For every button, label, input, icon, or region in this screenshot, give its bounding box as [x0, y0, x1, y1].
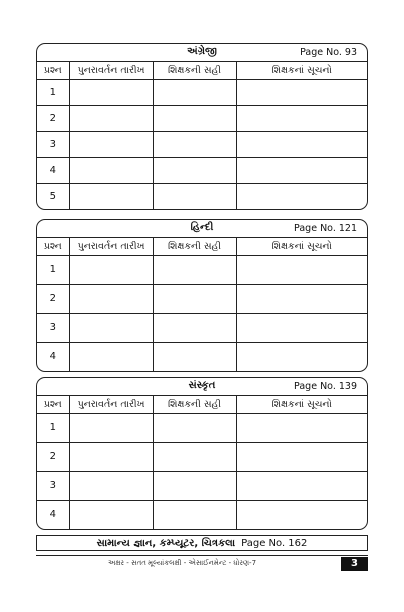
sign-cell[interactable]: [153, 183, 236, 209]
table-header-row: [37, 62, 367, 79]
date-cell[interactable]: [69, 131, 153, 157]
section-sanskrit: [36, 377, 368, 530]
col-teacher-sign: શિક્ષકની સહી: [153, 238, 236, 255]
remarks-cell[interactable]: [236, 157, 367, 183]
page-reference: Page No. 139: [294, 381, 357, 392]
remarks-cell[interactable]: [236, 413, 367, 442]
section-english: [36, 43, 368, 210]
table-row: [37, 131, 367, 157]
table-row: [37, 313, 367, 342]
remarks-cell[interactable]: [236, 442, 367, 471]
section-hindi: [36, 219, 368, 372]
col-teacher-sign: શિક્ષકની સહી: [153, 396, 236, 413]
table-row: [37, 255, 367, 284]
remarks-cell[interactable]: [236, 500, 367, 529]
question-number: 4: [37, 342, 69, 371]
col-question: પ્રશ્ન: [37, 238, 69, 255]
subject-title: સંસ્કૃત: [188, 380, 216, 391]
question-number: 1: [37, 413, 69, 442]
remarks-cell[interactable]: [236, 131, 367, 157]
date-cell[interactable]: [69, 313, 153, 342]
table-row: [37, 284, 367, 313]
date-cell[interactable]: [69, 157, 153, 183]
date-cell[interactable]: [69, 105, 153, 131]
table-row: [37, 442, 367, 471]
page-reference: Page No. 121: [294, 223, 357, 234]
table-header-row: [37, 396, 367, 413]
date-cell[interactable]: [69, 183, 153, 209]
section-header: [37, 378, 367, 396]
date-cell[interactable]: [69, 500, 153, 529]
table-row: [37, 157, 367, 183]
other-subjects-title: સામાન્ય જ્ઞાન, કમ્પ્યૂટર, ચિત્રકલા: [96, 537, 236, 549]
page-number: 3: [341, 557, 368, 571]
date-cell[interactable]: [69, 342, 153, 371]
date-cell[interactable]: [69, 79, 153, 105]
sign-cell[interactable]: [153, 79, 236, 105]
section-header: [37, 44, 367, 62]
col-revision-date: પુનરાવર્તન તારીખ: [69, 396, 153, 413]
question-number: 3: [37, 131, 69, 157]
question-number: 2: [37, 442, 69, 471]
remarks-cell[interactable]: [236, 313, 367, 342]
table-row: [37, 342, 367, 371]
date-cell[interactable]: [69, 284, 153, 313]
question-number: 2: [37, 105, 69, 131]
subject-title: અંગ્રેજી: [187, 46, 217, 57]
footer-credit: અક્ષર - સતત મૂલ્યાંકલક્ષી - એસાઈનમેન્ટ - ધોરણ-7: [107, 559, 257, 567]
sign-cell[interactable]: [153, 413, 236, 442]
remarks-cell[interactable]: [236, 105, 367, 131]
remarks-cell[interactable]: [236, 342, 367, 371]
sign-cell[interactable]: [153, 442, 236, 471]
col-teacher-remarks: શિક્ષકનાં સૂચનો: [236, 62, 367, 79]
date-cell[interactable]: [69, 442, 153, 471]
question-number: 3: [37, 471, 69, 500]
sign-cell[interactable]: [153, 131, 236, 157]
remarks-cell[interactable]: [236, 284, 367, 313]
col-teacher-remarks: શિક્ષકનાં સૂચનો: [236, 396, 367, 413]
sign-cell[interactable]: [153, 157, 236, 183]
table-row: [37, 500, 367, 529]
question-number: 4: [37, 157, 69, 183]
remarks-cell[interactable]: [236, 255, 367, 284]
page-reference: Page No. 93: [300, 47, 357, 58]
question-number: 1: [37, 79, 69, 105]
table-row: [37, 105, 367, 131]
remarks-cell[interactable]: [236, 183, 367, 209]
question-number: 2: [37, 284, 69, 313]
col-question: પ્રશ્ન: [37, 396, 69, 413]
section-header: [37, 220, 367, 238]
sign-cell[interactable]: [153, 255, 236, 284]
table-row: [37, 413, 367, 442]
other-subjects-page: Page No. 162: [241, 537, 308, 549]
question-number: 1: [37, 255, 69, 284]
sign-cell[interactable]: [153, 284, 236, 313]
other-subjects-box: [36, 535, 368, 551]
col-teacher-sign: શિક્ષકની સહી: [153, 62, 236, 79]
col-teacher-remarks: શિક્ષકનાં સૂચનો: [236, 238, 367, 255]
question-number: 3: [37, 313, 69, 342]
col-revision-date: પુનરાવર્તન તારીખ: [69, 238, 153, 255]
question-number: 4: [37, 500, 69, 529]
sign-cell[interactable]: [153, 471, 236, 500]
table-row: [37, 471, 367, 500]
remarks-cell[interactable]: [236, 471, 367, 500]
revision-table: [37, 396, 367, 529]
footer-divider: [36, 555, 368, 556]
revision-table: [37, 238, 367, 371]
date-cell[interactable]: [69, 413, 153, 442]
question-number: 5: [37, 183, 69, 209]
table-header-row: [37, 238, 367, 255]
col-revision-date: પુનરાવર્તન તારીખ: [69, 62, 153, 79]
sign-cell[interactable]: [153, 105, 236, 131]
table-row: [37, 79, 367, 105]
table-row: [37, 183, 367, 209]
sign-cell[interactable]: [153, 342, 236, 371]
date-cell[interactable]: [69, 255, 153, 284]
col-question: પ્રશ્ન: [37, 62, 69, 79]
sign-cell[interactable]: [153, 500, 236, 529]
remarks-cell[interactable]: [236, 79, 367, 105]
revision-table: [37, 62, 367, 209]
sign-cell[interactable]: [153, 313, 236, 342]
subject-title: હિન્દી: [190, 222, 214, 233]
date-cell[interactable]: [69, 471, 153, 500]
